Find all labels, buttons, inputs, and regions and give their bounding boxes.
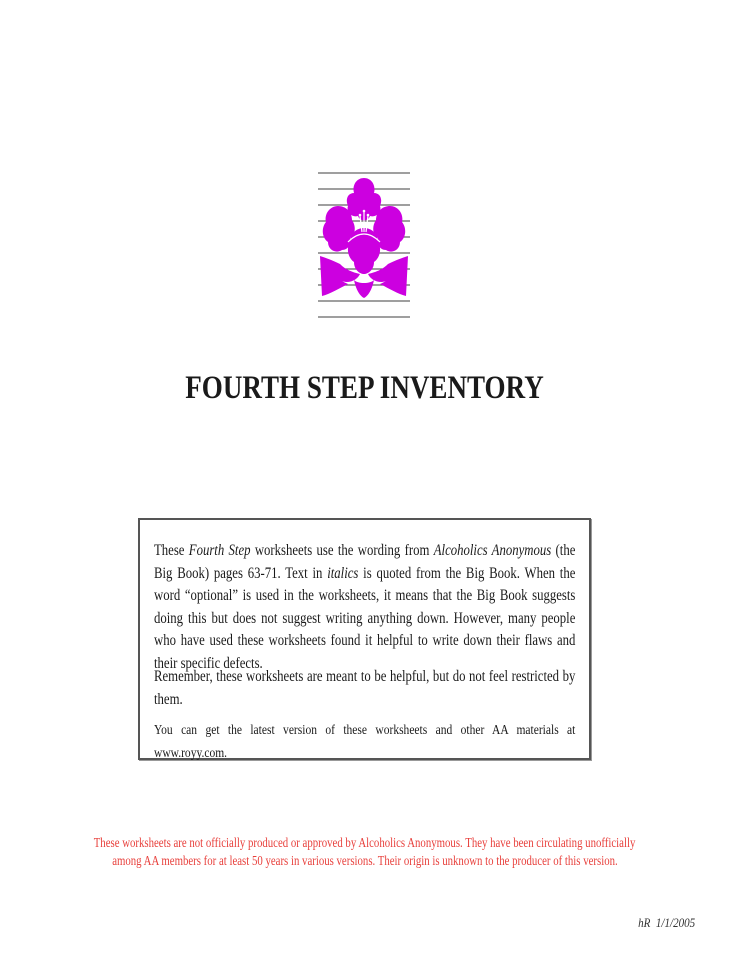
italic-text: Alcoholics Anonymous: [433, 542, 552, 559]
text: These: [154, 542, 189, 559]
text: is quoted from the Big Book. When the word “optional” is used in the worksheets, it means that the Big Book suggests doing this but does not suggest writing anything down. However, many people who have used these worksheets found it helpful to write down their flaws and their specific defects.: [154, 564, 576, 672]
page-title: FOURTH STEP INVENTORY: [185, 370, 544, 406]
footer-initials: hR: [637, 915, 651, 930]
intro-paragraph: [154, 540, 576, 672]
text: worksheets use the wording from: [250, 542, 434, 559]
italic-text: Fourth Step: [188, 542, 251, 559]
disclaimer-line-2: among AA members for at least 50 years in various versions. Their origin is unknown to the producer of this version.: [111, 853, 618, 868]
footer-date: 1/1/2005: [655, 915, 695, 930]
website-paragraph: You can get the latest version of these worksheets and other AA materials at www.royy.com.: [154, 723, 576, 761]
flower-logo-icon: [318, 166, 410, 322]
reminder-paragraph: Remember, these worksheets are meant to be helpful, but do not feel restricted by them.: [154, 668, 576, 708]
intro-box: [138, 518, 591, 760]
footer-signature: [638, 915, 695, 931]
italic-text: italics: [327, 564, 359, 582]
disclaimer-line-1: These worksheets are not officially produced or approved by Alcoholics Anonymous. They have been circulating unofficially: [93, 835, 636, 850]
text: (the Big Book) pages 63-71. Text in: [154, 542, 576, 582]
disclaimer: [0, 834, 729, 870]
